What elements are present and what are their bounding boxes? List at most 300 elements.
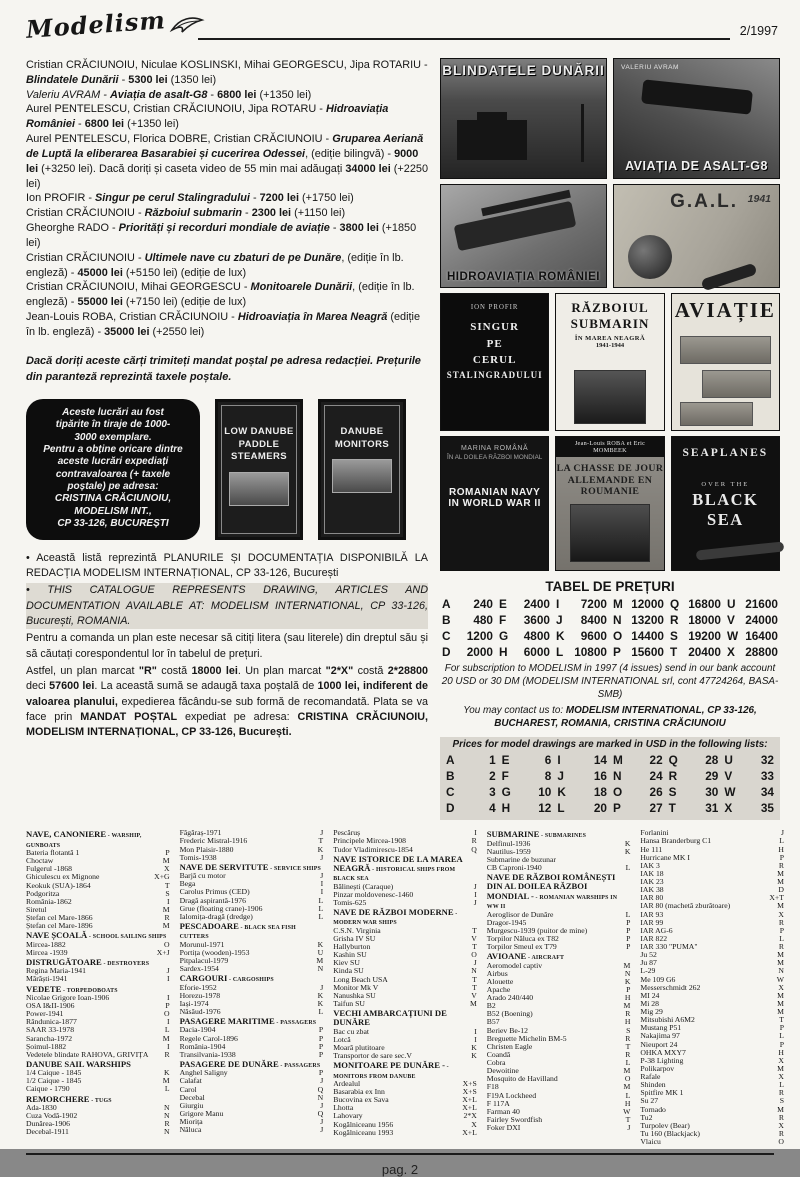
item-name: Giurgiu xyxy=(179,1100,204,1110)
price-value: 30 xyxy=(705,785,719,800)
item-name: Farman 40 xyxy=(486,1106,520,1116)
item-price-code: P xyxy=(626,942,631,951)
book-entry xyxy=(26,102,428,132)
item-price-code: T xyxy=(625,1041,631,1051)
text-segment: Cristian CRĂCIUNOIU - xyxy=(26,251,145,264)
price-cell xyxy=(500,801,554,815)
price-letter: M xyxy=(613,597,623,611)
cover-aviatia-de-asalt xyxy=(613,58,780,179)
cover-marina-romana xyxy=(440,436,549,571)
text-segment: (+7150 lei) (ediție de lux) xyxy=(122,296,247,309)
list-section-header xyxy=(333,1061,477,1080)
item-name: SAAR 33-1978 xyxy=(26,1025,75,1035)
list-section-subtitle: - SERVICE SHIPS xyxy=(268,865,322,872)
list-section-subtitle: - CARGOSHIPS xyxy=(227,977,274,984)
item-name: Mircea-1882 xyxy=(26,939,66,949)
text-segment: "2*X" xyxy=(325,665,354,678)
list-item xyxy=(487,1075,631,1083)
price-cell xyxy=(555,753,609,767)
price-cell xyxy=(722,785,776,799)
price-table-lei xyxy=(440,576,780,730)
catalog-column xyxy=(180,829,324,1146)
item-name: Beriev Be-12 xyxy=(486,1025,528,1035)
text-segment: . Un plan marcat xyxy=(237,665,326,678)
book-list xyxy=(26,58,428,340)
item-price-code: W xyxy=(776,974,784,984)
price-value: 26 xyxy=(649,785,663,800)
item-price-code: J xyxy=(166,966,170,976)
price-letter: C xyxy=(442,629,451,643)
price-cell xyxy=(554,597,609,611)
price-value: 22 xyxy=(649,753,663,768)
item-price-code: I xyxy=(474,889,477,899)
info-row xyxy=(26,399,428,540)
cover-author: ION PROFIR xyxy=(470,304,519,311)
cover-years: 1941-1944 xyxy=(595,341,625,349)
text-segment: (+1350 lei) xyxy=(124,118,179,131)
item-price-code: X+L xyxy=(462,1127,477,1137)
item-price-code: K xyxy=(624,846,631,856)
item-name: Messerschmidt 262 xyxy=(640,982,701,992)
price-value: 32 xyxy=(760,753,774,768)
cover-title: AVIAȚIA DE ASALT-G8 xyxy=(625,159,768,173)
cover-title: BLINDATELE DUNĂRII xyxy=(442,63,605,78)
price-value: 6000 xyxy=(523,645,550,659)
list-section-subtitle: - AIRCRAFT xyxy=(526,955,565,962)
info-box xyxy=(26,399,200,540)
item-price-code: R xyxy=(164,1049,170,1059)
item-name: 1/2 Caique - 1845 xyxy=(26,1076,82,1086)
list-item xyxy=(180,965,324,973)
item-price-code: O xyxy=(778,1137,784,1147)
item-name: Caique - 1790 xyxy=(26,1084,70,1094)
item-name: C.S.N. Virginia xyxy=(333,925,381,935)
item-name: Fulgerul -1868 xyxy=(26,864,72,874)
item-name: Dacia-1904 xyxy=(179,1025,216,1035)
item-name: Nieuport 24 xyxy=(640,1039,678,1049)
price-cell xyxy=(555,801,609,815)
cover-subtitle-line: ÎN AL DOILEA RĂZBOI MONDIAL xyxy=(447,454,543,461)
list-item xyxy=(640,1130,784,1138)
item-name: Decebal-1911 xyxy=(26,1127,69,1137)
item-name: Tornado xyxy=(640,1104,666,1114)
list-section-subtitle: - HISTORICAL SHIPS FROM BLACK SEA xyxy=(333,866,456,883)
text-segment: Jean-Louis ROBA, Cristian CRĂCIUNOIU - xyxy=(26,311,238,324)
text-segment: 6800 lei xyxy=(84,118,125,131)
item-name: Moară plutitoare xyxy=(333,1042,385,1052)
item-name: Mustang P51 xyxy=(640,1023,682,1033)
item-name: Ștefan cel Mare-1896 xyxy=(26,921,93,931)
text-segment: 2300 lei xyxy=(251,207,292,220)
aircraft-photo-strip xyxy=(702,370,771,398)
cover-title-line: MARINA ROMÂNĂ xyxy=(461,445,529,452)
list-item xyxy=(333,846,477,854)
item-name: Breguette Michelin BM-5 xyxy=(486,1033,567,1043)
item-price-code: I xyxy=(167,992,170,1002)
item-price-code: U xyxy=(317,947,324,957)
item-name: F19A Lockheed xyxy=(486,1090,537,1100)
item-name: Ada-1830 xyxy=(26,1102,57,1112)
covers-row-2 xyxy=(440,184,780,288)
item-name: F 117A xyxy=(486,1098,510,1108)
item-price-code: P xyxy=(779,1023,784,1033)
price-letter: F xyxy=(499,613,507,627)
text-segment: 2*28800 xyxy=(387,665,429,678)
price-value: 14400 xyxy=(631,629,664,643)
text-segment: Ion PROFIR - xyxy=(26,192,95,205)
item-price-code: T xyxy=(472,942,477,952)
item-price-code: H xyxy=(778,844,784,854)
item-name: Nanushka SU xyxy=(333,990,376,1000)
price-value: 16400 xyxy=(745,629,778,643)
aircraft-photo-strip xyxy=(680,336,771,364)
price-letter: I xyxy=(556,597,560,611)
cover-title-line: BLACK SEA xyxy=(692,490,759,529)
list-section-subtitle: - WARSHIP, GUNBOATS xyxy=(26,833,142,849)
list-item xyxy=(180,872,324,880)
price-cell xyxy=(611,645,666,659)
price-value: 18000 xyxy=(688,613,721,627)
item-name: Airbus xyxy=(486,968,508,978)
price-value: 13200 xyxy=(631,613,664,627)
text-segment: (+2550 lei) xyxy=(149,325,205,338)
item-name: Vedetele blindate RAHOVA, GRIVIȚA xyxy=(26,1049,149,1059)
item-price-code: H xyxy=(624,1017,631,1027)
price-letter: V xyxy=(727,613,735,627)
item-name: Choctaw xyxy=(26,856,54,866)
price-cell xyxy=(555,785,609,799)
info-box-line: poștale) pe adresa: xyxy=(67,481,159,493)
text-segment: Astfel, un plan marcat xyxy=(26,665,139,678)
price-letter: G xyxy=(499,629,509,643)
list-item xyxy=(640,1138,784,1146)
cover-title-line: DANUBE xyxy=(340,425,384,437)
cover-subtitle: ÎN MAREA NEAGRĂ xyxy=(574,334,646,342)
item-name: OHKA MXY7 xyxy=(640,1047,686,1057)
text-segment: , (ediție în lb. engleză) - xyxy=(26,251,404,279)
item-name: Pitpalacul-1979 xyxy=(179,955,229,965)
item-price-code: R xyxy=(778,1128,784,1138)
info-box-line: contravaloarea (+ taxele xyxy=(55,468,171,480)
item-name: Anghel Saligny xyxy=(179,1068,228,1078)
item-name: Bega xyxy=(179,879,196,889)
item-price-code: M xyxy=(777,868,784,878)
price-value: 24 xyxy=(649,769,663,784)
item-name: Taifun SU xyxy=(333,998,365,1008)
price-value: 20400 xyxy=(688,645,721,659)
text-segment: 6800 lei xyxy=(217,88,257,101)
item-name: Spitfire MK 1 xyxy=(640,1088,684,1098)
item-name: IAR 330 "PUMA" xyxy=(640,942,698,952)
list-section-title: VECHI AMBARCAȚIUNI DE DUNĂRE xyxy=(333,1008,447,1028)
catalog-column xyxy=(640,829,784,1146)
cover-title-line: LOW DANUBE xyxy=(224,425,294,437)
item-name: Lotcă xyxy=(333,1034,351,1044)
price-value: 480 xyxy=(473,613,493,627)
price-letter: J xyxy=(557,769,564,784)
item-price-code: J xyxy=(320,1076,324,1086)
info-box-line: tipărite în tiraje de 1000- xyxy=(55,419,171,431)
price-cell xyxy=(667,769,721,783)
item-name: CB Caproni-1940 xyxy=(486,863,542,873)
price-cell xyxy=(444,801,498,815)
catalog-p2: • THIS CATALOGUE REPRESENTS DRAWING, ARTICLES AND DOCUMENTATION AVAILABLE AT: MODELISM INTERNATIONAL, CP 33-126, București, ROMANIA. xyxy=(26,583,428,629)
item-price-code: 2*X xyxy=(463,1111,477,1121)
item-name: Regina Maria-1941 xyxy=(26,966,86,976)
item-price-code: N xyxy=(164,1102,170,1112)
catalog-p1: • Această listă reprezintă PLANURILE ȘI DOCUMENTAȚIA DISPONIBILĂ LA REDACȚIA MODELISM INTERNAȚIONAL, CP 33-126, București xyxy=(26,551,428,580)
price-table-usd xyxy=(440,737,780,820)
item-name: Decebal xyxy=(179,1092,205,1102)
list-item xyxy=(333,899,477,907)
item-name: Monitor Mk V xyxy=(333,982,379,992)
text-segment: Singur pe cerul Stalingradului xyxy=(95,192,250,205)
catalog-lists xyxy=(0,820,800,1146)
item-name: Ju 52 xyxy=(640,950,657,960)
item-price-code: L xyxy=(318,1006,324,1016)
price-cell xyxy=(497,645,552,659)
item-price-code: R xyxy=(778,917,784,927)
item-name: Ardealul xyxy=(333,1078,361,1088)
item-price-code: N xyxy=(471,966,477,976)
price-letter: U xyxy=(724,753,733,768)
price-letter: E xyxy=(499,597,507,611)
price-value: 7200 xyxy=(580,597,607,611)
item-price-code: Q xyxy=(317,1084,324,1094)
ship-mast xyxy=(581,104,584,162)
item-price-code: P xyxy=(165,1001,170,1011)
item-price-code: J xyxy=(780,828,784,838)
cover-gal-1941 xyxy=(613,184,780,288)
item-price-code: N xyxy=(624,968,631,978)
item-price-code: L xyxy=(318,895,324,905)
item-price-code: M xyxy=(623,1001,631,1011)
item-name: Christen Eagle xyxy=(486,1041,533,1051)
price-letter: D xyxy=(442,645,451,659)
list-section-header xyxy=(26,830,170,849)
list-section-subtitle: - TORPEDOBOATS xyxy=(61,987,118,994)
cover-title-line: SINGUR xyxy=(470,321,520,333)
item-price-code: J xyxy=(320,871,324,881)
item-name: Mosquito de Havilland xyxy=(486,1074,558,1084)
price-value: 28800 xyxy=(745,645,778,659)
item-price-code: M xyxy=(623,960,631,970)
item-name: Transilvania-1938 xyxy=(179,1049,236,1059)
page-header xyxy=(0,0,800,54)
item-name: Lhotta xyxy=(333,1103,354,1113)
price-cell xyxy=(611,785,665,799)
item-name: Barjă cu motor xyxy=(179,871,226,881)
item-name: Basarabia ex Inn xyxy=(333,1087,385,1097)
item-price-code: R xyxy=(625,1049,631,1059)
text-segment: 5300 lei xyxy=(128,73,168,86)
seaplane-silhouette xyxy=(695,541,784,560)
item-name: 1/4 Caique - 1845 xyxy=(26,1068,82,1078)
item-name: Delfinul-1936 xyxy=(486,838,531,848)
list-item xyxy=(26,949,170,957)
price-value: 16800 xyxy=(688,597,721,611)
list-item xyxy=(333,1096,477,1104)
cover-title-line: PADDLE STEAMERS xyxy=(231,438,287,463)
list-item xyxy=(333,1052,477,1060)
text-segment: costă xyxy=(353,665,388,678)
list-item xyxy=(487,1010,631,1018)
item-price-code: Q xyxy=(317,1108,324,1118)
item-name: Grisha IV SU xyxy=(333,933,376,943)
item-price-code: M xyxy=(777,877,784,887)
item-price-code: X+J xyxy=(156,947,170,957)
item-price-code: L xyxy=(779,933,784,943)
item-name: IAR AG-6 xyxy=(640,925,673,935)
price-letter: L xyxy=(556,645,564,659)
item-name: IAR 99 xyxy=(640,917,664,927)
price-value: 10 xyxy=(538,785,552,800)
list-item xyxy=(640,992,784,1000)
subscription-note: For subscription to MODELISM in 1997 (4 issues) send in our bank account 20 USD or 30 DM (MODELISM INTERNATIONAL srl, cont 47724264, BASA-SMB) xyxy=(441,663,779,701)
item-name: Keokuk (SUA)-1864 xyxy=(26,880,91,890)
item-price-code: R xyxy=(625,1033,631,1043)
issue-number: 2/1997 xyxy=(739,24,778,38)
cover-danube-monitors xyxy=(318,399,406,540)
item-price-code: J xyxy=(320,828,324,838)
price-letter: R xyxy=(670,613,679,627)
item-price-code: P xyxy=(779,1039,784,1049)
info-box-line: aceste lucrări expediați xyxy=(57,456,169,468)
item-name: IAK 23 xyxy=(640,877,664,887)
info-box-text xyxy=(33,407,193,531)
item-price-code: T xyxy=(164,880,170,890)
price-value: 8400 xyxy=(580,613,607,627)
price-letter: X xyxy=(724,801,733,816)
text-segment: Cristian CRĂCIUNOIU, Mihai GEORGESCU - xyxy=(26,281,251,294)
logo-doodle-icon xyxy=(170,14,204,36)
item-name: IAR 80 (machetă zburătoare) xyxy=(640,901,731,911)
text-segment: Gheorghe RADO - xyxy=(26,222,119,235)
book-entry xyxy=(26,88,428,103)
cover-aviatie xyxy=(671,293,780,431)
item-name: IAR 80 xyxy=(640,893,664,903)
item-price-code: I xyxy=(320,879,324,889)
book-list-note: Dacă doriți aceste cărți trimiteți mandat poștal pe adresa redacției. Prețurile din paranteză reprezintă taxele poștale. xyxy=(26,354,421,384)
item-price-code: M xyxy=(162,1033,170,1043)
price-cell xyxy=(554,645,609,659)
list-section-title: AVIOANE xyxy=(486,951,527,962)
cover-hidroaviatia-romaniei xyxy=(440,184,607,288)
item-name: Shinden xyxy=(640,1080,666,1090)
price-value: 9600 xyxy=(580,629,607,643)
text-segment: "R" xyxy=(138,665,157,678)
cover-english-title-line: IN WORLD WAR II xyxy=(448,498,541,509)
right-column xyxy=(440,58,780,820)
item-price-code: K xyxy=(317,939,324,949)
price-value: 15600 xyxy=(631,645,664,659)
cover-title-line: SUBMARIN xyxy=(570,316,650,332)
price-cell xyxy=(667,801,721,815)
cover-year: 1941 xyxy=(747,193,771,205)
list-section-title: SUBMARINE xyxy=(486,829,540,840)
item-price-code: R xyxy=(625,1009,631,1019)
price-value: 12000 xyxy=(631,597,664,611)
price-value: 4800 xyxy=(523,629,550,643)
item-name: Șoimul-1882 xyxy=(26,1041,67,1051)
item-price-code: I xyxy=(474,1026,477,1036)
item-price-code: L xyxy=(779,1080,784,1090)
cover-photo xyxy=(332,459,392,493)
item-price-code: T xyxy=(779,1015,784,1025)
price-value: 6 xyxy=(544,753,552,768)
item-price-code: I xyxy=(320,887,324,897)
list-section-title: DISTRUGĂTOARE xyxy=(26,956,102,967)
text-segment: costă xyxy=(156,665,192,678)
text-segment: (+1150 lei) xyxy=(291,207,346,220)
info-box-line: Aceste lucrări au fost xyxy=(62,406,164,418)
item-name: Pescăruș xyxy=(333,828,361,838)
list-section-title: PASAGERE DE DUNĂRE xyxy=(179,1058,279,1069)
item-name: Mi 28 xyxy=(640,998,659,1008)
item-price-code: T xyxy=(472,974,477,984)
item-price-code: R xyxy=(164,1119,170,1129)
item-price-code: I xyxy=(474,828,477,838)
price-letter: T xyxy=(668,801,676,816)
cover-photo xyxy=(229,472,289,506)
list-item xyxy=(640,1089,784,1097)
item-name: Carol xyxy=(179,1084,197,1094)
price-letter: E xyxy=(501,753,510,768)
item-name: Kashin SU xyxy=(333,950,367,960)
list-section-subtitle: - MONITORS FROM DANUBE xyxy=(333,1064,449,1080)
price-letter: S xyxy=(668,785,677,800)
item-name: Su 27 xyxy=(640,1096,659,1106)
price-cell xyxy=(440,645,495,659)
item-name: Grue (floating crane)-1906 xyxy=(179,903,263,913)
text-segment: Cristian CRĂCIUNOIU - xyxy=(26,207,145,220)
price-cell xyxy=(500,753,554,767)
price-grid-usd xyxy=(444,753,776,815)
item-price-code: X xyxy=(778,909,784,919)
cover-seaplanes-black-sea xyxy=(671,436,780,571)
text-segment: 9000 lei xyxy=(26,147,419,175)
price-value: 20 xyxy=(593,801,607,816)
item-name: Nakajima 97 xyxy=(640,1031,680,1041)
item-name: Kiev SU xyxy=(333,958,360,968)
item-price-code: O xyxy=(471,950,477,960)
item-price-code: W xyxy=(623,1106,631,1116)
price-value: 8 xyxy=(544,769,552,784)
item-name: Mig 29 xyxy=(640,1007,663,1017)
item-name: Ștefan cel Mare-1866 xyxy=(26,913,93,923)
item-name: România-1904 xyxy=(179,1041,226,1051)
list-item xyxy=(180,1008,324,1016)
page-footer xyxy=(26,1153,774,1177)
cover-singur-pe-cerul-stalingradului xyxy=(440,293,549,431)
aircraft-photo xyxy=(641,79,753,114)
item-name: Năluca xyxy=(179,1125,202,1135)
book-entry xyxy=(26,132,428,191)
list-section-title: NAVE ȘCOALĂ xyxy=(26,930,88,941)
item-price-code: L xyxy=(625,863,631,873)
item-name: Principele Mircea-1908 xyxy=(333,836,406,846)
item-name: B57 xyxy=(486,1017,500,1027)
price-letter: H xyxy=(499,645,508,659)
cover-title xyxy=(335,426,389,452)
item-name: Arado 240/440 xyxy=(486,993,534,1002)
price-cell xyxy=(444,753,498,767)
main-body xyxy=(0,54,800,820)
item-price-code: N xyxy=(164,1111,170,1121)
price-value: 2000 xyxy=(466,645,493,659)
price-cell xyxy=(725,645,780,659)
item-price-code: P xyxy=(626,917,631,927)
